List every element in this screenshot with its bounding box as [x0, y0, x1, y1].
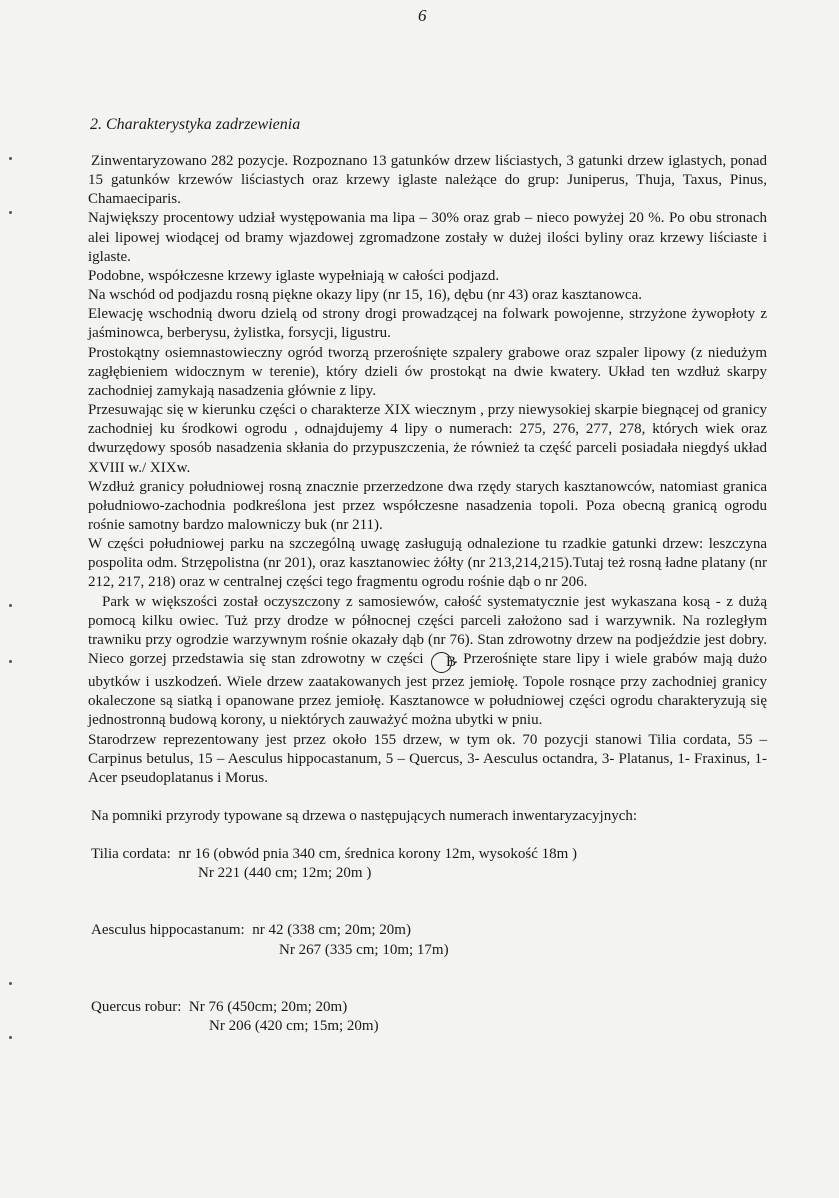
section-heading: 2. Charakterystyka zadrzewienia	[90, 116, 301, 133]
paragraph: W części południowej parku na szczególną uwagę zasługują odnalezione tu rzadkie gatunki drzew: leszczyna pospolita odm. Strzępolistna (nr 201), oraz kasztanowiec żółty (nr 213,214,215).Tutaj też rosną ładne platany (nr 212, 217, 218) oraz w centralnej części tego fragmentu ogrodu rośnie dąb o nr 206.	[88, 536, 767, 591]
body-text	[88, 152, 767, 1036]
monument-species: Tilia cordata:	[91, 846, 171, 863]
scan-speck	[9, 604, 12, 607]
paragraph: Największy procentowy udział występowania ma lipa – 30% oraz grab – nieco powyżej 20 %. Po obu stronach alei lipowej wiodącej od bramy wjazdowej zgromadzone zostały w dużej ilości byliny oraz krzewy liściaste i iglaste.	[88, 210, 767, 265]
page-number: 6	[418, 6, 427, 25]
monument-entry	[88, 845, 767, 883]
paragraph-part: Park w większości został oczyszczony z samosiewów, całość systematycznie jest wykaszana kosą - z dużą pomocą kilku owiec. Tuż przy drodze w północnej części parceli założono sad i warzywnik. Na rozległym trawniku przy ogrodzie warzywnym rośnie okazały dąb (nr 76). Stan zdrowotny drzew na podjeździe jest dobry. Nieco gorzej przedstawia się stan zdrowotny w części	[88, 593, 767, 668]
monument-tree: Nr 221 (440 cm; 12m; 20m )	[198, 865, 372, 882]
monument-line	[91, 845, 767, 864]
monument-entry	[88, 921, 767, 959]
paragraph: Na pomniki przyrody typowane są drzewa o następujących numerach inwentaryzacyjnych:	[91, 808, 638, 824]
scan-speck	[9, 1036, 12, 1039]
paragraph: Przesuwając się w kierunku części o charakterze XIX wiecznym , przy niewysokiej skarpie biegnącej od granicy zachodniej ku środkowi ogrodu , odnajdujemy 4 lipy o numerach: 275, 276, 277, 278, których wiek oraz dwurzędowy sposób nasadzenia skłania do przypuszczenia, że również ta część parceli posiadała niegdyś układ XVIII w./ XIXw.	[88, 402, 767, 476]
monument-species: Aesculus hippocastanum:	[91, 922, 245, 939]
scan-speck	[9, 157, 12, 160]
paragraph: Starodrzew reprezentowany jest przez około 155 drzew, w tym ok. 70 pozycji stanowi Tilia cordata, 55 – Carpinus betulus, 15 – Aesculus hippocastanum, 5 – Quercus, 3- Aesculus octandra, 3- Platanus, 1- Fraxinus, 1- Acer pseudoplatanus i Morus.	[88, 731, 767, 786]
paragraph: Zinwentaryzowano 282 pozycje. Rozpoznano 13 gatunków drzew liściastych, 3 gatunki drzew iglastych, ponad 15 gatunków krzewów liściastych oraz krzewy iglaste należące do grup: Juniperus, Thuja, Taxus, Pinus, Chamaeciparis.	[88, 153, 767, 208]
paragraph: Prostokątny osiemnastowieczny ogród tworzą przerośnięte szpalery grabowe oraz szpaler lipowy (z niedużym zagłębieniem widocznym w terenie), który dzieli ów prostokąt na dwie kwatery. Układ ten wzdłuż skarpy zachodniej zamykają nasadzenia głównie z lipy.	[88, 344, 767, 399]
monument-line	[91, 921, 767, 940]
monument-entry	[88, 998, 767, 1036]
paragraph: Podobne, współczesne krzewy iglaste wypełniają w całości podjazd.	[88, 267, 500, 284]
paragraph: Elewację wschodnią dworu dzielą od strony drogi prowadzącej na folwark powojenne, strzyżone żywopłoty z jaśminowca, berberysu, żylistka, forsycji, ligustru.	[88, 306, 767, 342]
monument-tree: Nr 267 (335 cm; 10m; 17m)	[279, 941, 449, 958]
monument-tree: Nr 206 (420 cm; 15m; 20m)	[209, 1017, 379, 1034]
paragraph	[88, 593, 767, 731]
paragraph: Na wschód od podjazdu rosną piękne okazy lipy (nr 15, 16), dębu (nr 43) oraz kasztanowca.	[88, 287, 642, 304]
monument-species: Quercus robur:	[91, 998, 182, 1015]
paragraph: Wzdłuż granicy południowej rosną znacznie przerzedzone dwa rzędy starych kasztanowców, natomiast granica południowo-zachodnia podkreślona jest przez współczesne nasadzenia topoli. Poza obecną granicą ogrodu rośnie samotny bardzo malowniczy buk (nr 211).	[88, 478, 767, 533]
monument-tree: Nr 76 (450cm; 20m; 20m)	[188, 998, 348, 1015]
paragraph-part: . Przerośnięte stare lipy i wiele grabów mają dużo ubytków i uszkodzeń. Wiele drzew zaatakowanych jest przez jemiołę. Topole rosnące przy zachodniej granicy okaleczone są siatką i opanowane przez jemiołę. Kasztanowce w południowej części ogrodu charakteryzują się jednostronną budową korony, u niektórych zauważyć można ubytki w pniu.	[88, 651, 768, 729]
monument-line	[91, 998, 767, 1017]
scan-speck	[9, 982, 12, 985]
section-marker-circle: B	[431, 652, 452, 673]
scan-speck	[9, 211, 12, 214]
monument-tree: nr 16 (obwód pnia 340 cm, średnica korony 12m, wysokość 18m )	[178, 846, 578, 863]
scan-speck	[9, 660, 12, 663]
monument-tree: nr 42 (338 cm; 20m; 20m)	[252, 922, 411, 939]
